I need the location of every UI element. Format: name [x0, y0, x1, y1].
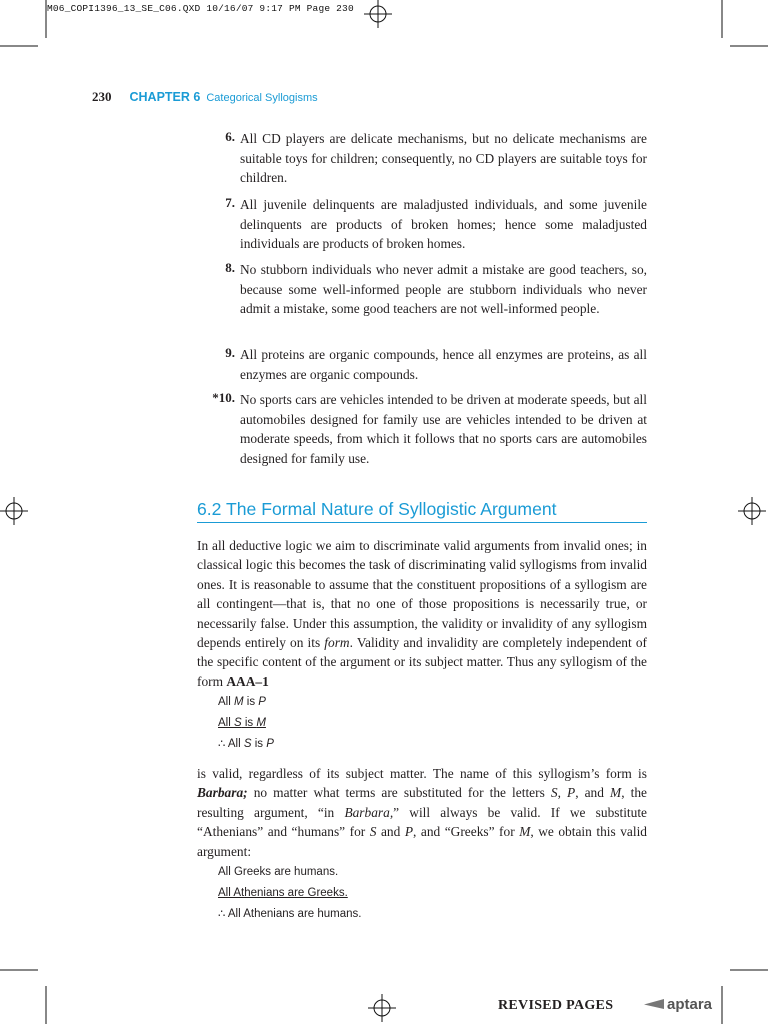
- exercise-text: No sports cars are vehicles intended to be driven at moderate speeds, but all automobiles designed for family use are vehicles intended to be driven at moderate speeds, from which it follows that no sports cars are automobiles designed for family use.: [240, 392, 647, 466]
- aptara-logo: aptara: [644, 996, 712, 1013]
- schema-conclusion: ∴ All S is P: [218, 738, 274, 750]
- registration-mark-left: [0, 497, 28, 525]
- exercise-text: All juvenile delinquents are maladjusted individuals, and some juvenile delinquents are products of broken homes; hence some maladjusted individuals are products of broken homes.: [240, 197, 647, 252]
- paragraph-text: In all deductive logic we aim to discriminate valid arguments from invalid ones; in classical logic this becomes the task of discriminating valid syllogisms from invalid ones. It is reasonable to assume that the constituent propositions of a syllogism are all contingent—that is, that no one of those propositions is necessarily true, or necessarily false. Under this assumption, the validity or invalidity of any syllogism depends entirely on its: [197, 538, 647, 651]
- chapter-title: Categorical Syllogisms: [206, 92, 318, 104]
- chapter-label: CHAPTER 6: [129, 90, 201, 104]
- schema-major-premise: All M is P: [218, 696, 266, 708]
- exercise-number: 7.: [225, 195, 235, 210]
- exercise-number: *10.: [212, 390, 235, 405]
- exercise-number: 6.: [225, 129, 235, 144]
- print-slug: M06_COPI1396_13_SE_C06.QXD 10/16/07 9:17 PM Page 230: [47, 3, 354, 14]
- registration-mark-bottom: [368, 994, 396, 1022]
- syllogism-schema: [218, 692, 274, 755]
- page-number: 230: [92, 89, 112, 104]
- example-minor-premise: All Athenians are Greeks.: [218, 887, 348, 899]
- exercise-text: All proteins are organic compounds, hence all enzymes are proteins, as all enzymes are organic compounds.: [240, 347, 647, 382]
- exercise-text: No stubborn individuals who never admit a mistake are good teachers, so, because some well-informed people are stubborn individuals who never admit a mistake, some good teachers are not well-informed people.: [240, 262, 647, 317]
- schema-minor-premise: All S is M: [218, 717, 266, 729]
- exercise-number: 8.: [225, 260, 235, 275]
- emphasis-form: form: [324, 635, 350, 651]
- aptara-logo-icon: [644, 999, 664, 1009]
- mood-figure: AAA–1: [226, 673, 269, 689]
- example-argument: [218, 862, 362, 925]
- term-barbara: Barbara;: [197, 785, 248, 801]
- registration-mark-right: [738, 497, 766, 525]
- running-head: [92, 89, 318, 105]
- exercise-number: 9.: [225, 345, 235, 360]
- paragraph-intro: [197, 536, 647, 691]
- example-major-premise: All Greeks are humans.: [218, 866, 339, 878]
- paragraph-text: . Validity and invalidity are completely independent of the specific content of the argument or its subject matter. Thus any syllogism of the form: [197, 635, 647, 689]
- exercise-text: All CD players are delicate mechanisms, but no delicate mechanisms are suitable toys for children; consequently, no CD players are suitable toys for children.: [240, 131, 647, 186]
- section-heading: 6.2 The Formal Nature of Syllogistic Argument: [197, 499, 647, 523]
- example-conclusion: ∴ All Athenians are humans.: [218, 908, 362, 920]
- paragraph-barbara: is valid, regardless of its subject matter. The name of this syllogism’s form is Barbara; no matter what terms are substituted for the letters S, P, and M, the resulting argument, “in Barbara,” will always be valid. If we substitute “Athenians” and “humans” for S and P, and “Greeks” for M, we obtain this valid argument:: [197, 766, 647, 859]
- registration-mark-top: [364, 0, 392, 28]
- revised-pages-label: REVISED PAGES: [498, 998, 614, 1013]
